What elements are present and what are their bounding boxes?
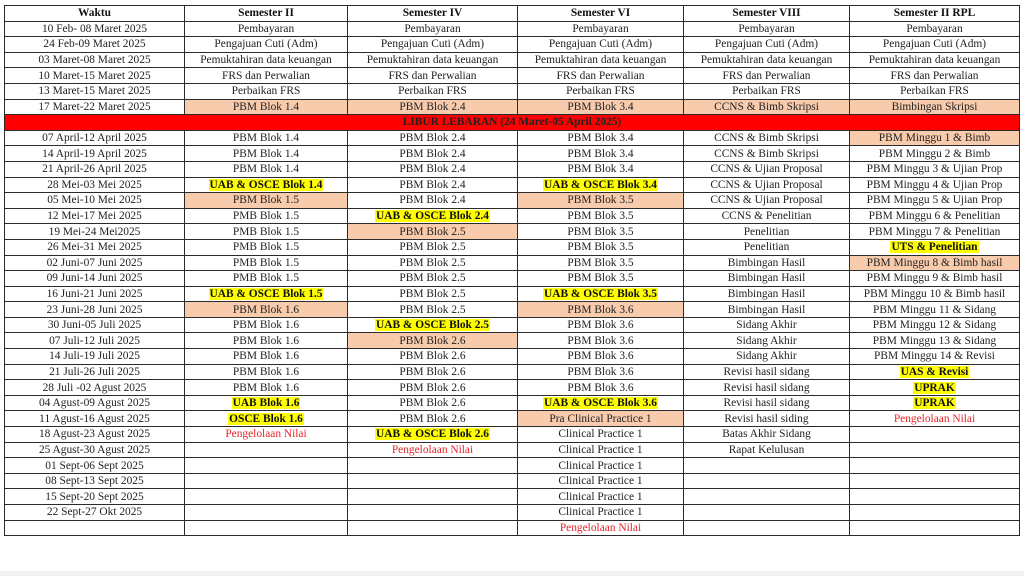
- highlighted-text: UAB & OSCE Blok 3.5: [544, 287, 657, 300]
- cell-semester-viii: CCNS & Bimb Skripsi: [684, 99, 850, 115]
- table-row: [5, 52, 1020, 68]
- cell-semester-vi: Perbaikan FRS: [518, 83, 684, 99]
- cell-semester-viii: Bimbingan Hasil: [684, 302, 850, 318]
- cell-semester-iv: [348, 317, 518, 333]
- cell-semester-ii-rpl: PBM Minggu 1 & Bimb: [850, 130, 1020, 146]
- table-row: [5, 395, 1020, 411]
- cell-semester-iv: FRS dan Perwalian: [348, 68, 518, 84]
- table-row: [5, 68, 1020, 84]
- cell-semester-ii: PBM Blok 1.6: [185, 380, 348, 396]
- cell-semester-vi: PBM Blok 3.5: [518, 193, 684, 209]
- cell-semester-vi: PBM Blok 3.6: [518, 302, 684, 318]
- cell-semester-iv: PBM Blok 2.6: [348, 380, 518, 396]
- header-semester-vi: Semester VI: [518, 6, 684, 22]
- cell-semester-vi: [518, 177, 684, 193]
- cell-semester-vi: [518, 286, 684, 302]
- cell-waktu: 17 Maret-22 Maret 2025: [5, 99, 185, 115]
- cell-semester-ii-rpl: [850, 411, 1020, 427]
- table-row: [5, 333, 1020, 349]
- cell-semester-iv: PBM Blok 2.6: [348, 349, 518, 365]
- cell-semester-ii-rpl: PBM Minggu 2 & Bimb: [850, 146, 1020, 162]
- cell-semester-ii-rpl: [850, 427, 1020, 443]
- cell-semester-vi: PBM Blok 3.4: [518, 146, 684, 162]
- table-row: [5, 302, 1020, 318]
- table-row: [5, 37, 1020, 53]
- cell-semester-viii: Sidang Akhir: [684, 333, 850, 349]
- table-row: [5, 442, 1020, 458]
- cell-semester-ii: PBM Blok 1.4: [185, 130, 348, 146]
- cell-semester-iv: Perbaikan FRS: [348, 83, 518, 99]
- table-row: [5, 83, 1020, 99]
- highlighted-text: OSCE Blok 1.6: [229, 412, 303, 425]
- cell-semester-viii: Pembayaran: [684, 21, 850, 37]
- cell-waktu: 11 Agust-16 Agust 2025: [5, 411, 185, 427]
- cell-waktu: 25 Agust-30 Agust 2025: [5, 442, 185, 458]
- cell-semester-iv: PBM Blok 2.6: [348, 395, 518, 411]
- cell-waktu: 13 Maret-15 Maret 2025: [5, 83, 185, 99]
- cell-semester-ii-rpl: PBM Minggu 10 & Bimb hasil: [850, 286, 1020, 302]
- cell-semester-ii: Perbaikan FRS: [185, 83, 348, 99]
- cell-semester-viii: [684, 520, 850, 536]
- cell-semester-ii-rpl: PBM Minggu 5 & Ujian Prop: [850, 193, 1020, 209]
- highlighted-text: UAB & OSCE Blok 2.5: [376, 319, 489, 332]
- cell-semester-ii: Pembayaran: [185, 21, 348, 37]
- cell-semester-ii: [185, 442, 348, 458]
- cell-semester-iv: PBM Blok 2.6: [348, 411, 518, 427]
- cell-semester-iv: [348, 520, 518, 536]
- highlighted-text: UAB & OSCE Blok 2.6: [376, 428, 489, 441]
- cell-waktu: [5, 520, 185, 536]
- cell-semester-vi: Pembayaran: [518, 21, 684, 37]
- cell-semester-vi: Clinical Practice 1: [518, 427, 684, 443]
- cell-semester-viii: CCNS & Penelitian: [684, 208, 850, 224]
- table-row: [5, 271, 1020, 287]
- table-row: [5, 489, 1020, 505]
- cell-semester-vi: PBM Blok 3.5: [518, 208, 684, 224]
- cell-semester-vi: [518, 395, 684, 411]
- cell-semester-ii: [185, 458, 348, 474]
- cell-waktu: 04 Agust-09 Agust 2025: [5, 395, 185, 411]
- cell-semester-ii-rpl: PBM Minggu 11 & Sidang: [850, 302, 1020, 318]
- cell-semester-ii: FRS dan Perwalian: [185, 68, 348, 84]
- holiday-banner: LIBUR LEBARAN (24 Maret-05 April 2025): [5, 115, 1020, 131]
- cell-semester-ii: [185, 286, 348, 302]
- highlighted-text: UAS & Revisi: [900, 365, 969, 378]
- cell-semester-ii-rpl: [850, 364, 1020, 380]
- table-row: [5, 349, 1020, 365]
- cell-semester-iv: PBM Blok 2.6: [348, 364, 518, 380]
- highlighted-text: UAB Blok 1.6: [232, 397, 300, 410]
- cell-semester-vi: Clinical Practice 1: [518, 473, 684, 489]
- table-row: [5, 21, 1020, 37]
- highlighted-text: UAB & OSCE Blok 1.5: [209, 287, 323, 300]
- cell-semester-iv: PBM Blok 2.5: [348, 286, 518, 302]
- cell-semester-ii-rpl: FRS dan Perwalian: [850, 68, 1020, 84]
- table-row: [5, 146, 1020, 162]
- highlighted-text: UAB & OSCE Blok 1.4: [209, 178, 323, 191]
- table-row: [5, 505, 1020, 521]
- cell-waktu: 24 Feb-09 Maret 2025: [5, 37, 185, 53]
- cell-semester-ii-rpl: Pemuktahiran data keuangan: [850, 52, 1020, 68]
- cell-semester-viii: Sidang Akhir: [684, 317, 850, 333]
- header-row: [5, 6, 1020, 22]
- table-row: [5, 458, 1020, 474]
- cell-waktu: 23 Juni-28 Juni 2025: [5, 302, 185, 318]
- cell-semester-viii: Perbaikan FRS: [684, 83, 850, 99]
- cell-semester-ii-rpl: [850, 380, 1020, 396]
- cell-waktu: 18 Agust-23 Agust 2025: [5, 427, 185, 443]
- cell-semester-vi: PBM Blok 3.4: [518, 130, 684, 146]
- cell-semester-viii: Revisi hasil sidang: [684, 380, 850, 396]
- cell-semester-viii: Revisi hasil siding: [684, 411, 850, 427]
- cell-semester-iv: Pemuktahiran data keuangan: [348, 52, 518, 68]
- cell-semester-vi: PBM Blok 3.4: [518, 161, 684, 177]
- cell-semester-viii: [684, 505, 850, 521]
- cell-waktu: 08 Sept-13 Sept 2025: [5, 473, 185, 489]
- header-semester-viii: Semester VIII: [684, 6, 850, 22]
- highlighted-text: UPRAK: [914, 397, 955, 410]
- cell-semester-ii-rpl: [850, 489, 1020, 505]
- cell-semester-ii: [185, 177, 348, 193]
- highlighted-text: UAB & OSCE Blok 3.4: [544, 178, 657, 191]
- cell-semester-ii: PBM Blok 1.5: [185, 193, 348, 209]
- cell-semester-ii-rpl: PBM Minggu 12 & Sidang: [850, 317, 1020, 333]
- cell-waktu: 10 Maret-15 Maret 2025: [5, 68, 185, 84]
- cell-waktu: 14 Juli-19 Juli 2025: [5, 349, 185, 365]
- cell-semester-viii: [684, 473, 850, 489]
- cell-waktu: 28 Juli -02 Agust 2025: [5, 380, 185, 396]
- table-row: [5, 473, 1020, 489]
- cell-semester-ii-rpl: [850, 442, 1020, 458]
- cell-semester-ii: Pengajuan Cuti (Adm): [185, 37, 348, 53]
- cell-waktu: 30 Juni-05 Juli 2025: [5, 317, 185, 333]
- cell-semester-ii: PMB Blok 1.5: [185, 239, 348, 255]
- cell-semester-ii-rpl: [850, 505, 1020, 521]
- cell-waktu: 21 April-26 April 2025: [5, 161, 185, 177]
- table-row: [5, 177, 1020, 193]
- header-semester-ii: Semester II: [185, 6, 348, 22]
- cell-semester-iv: PBM Blok 2.4: [348, 193, 518, 209]
- cell-semester-ii-rpl: [850, 239, 1020, 255]
- red-text: Pengelolaan Nilai: [893, 412, 976, 425]
- cell-semester-iv: [348, 489, 518, 505]
- cell-semester-ii: PMB Blok 1.5: [185, 255, 348, 271]
- cell-semester-viii: Batas Akhir Sidang: [684, 427, 850, 443]
- cell-waktu: 28 Mei-03 Mei 2025: [5, 177, 185, 193]
- cell-semester-viii: CCNS & Ujian Proposal: [684, 193, 850, 209]
- cell-semester-viii: Rapat Kelulusan: [684, 442, 850, 458]
- cell-semester-vi: PBM Blok 3.6: [518, 317, 684, 333]
- table-row: [5, 99, 1020, 115]
- table-row: [5, 364, 1020, 380]
- cell-waktu: 22 Sept-27 Okt 2025: [5, 505, 185, 521]
- highlighted-text: UTS & Penelitian: [891, 241, 978, 254]
- cell-waktu: 05 Mei-10 Mei 2025: [5, 193, 185, 209]
- table-row: [5, 427, 1020, 443]
- cell-semester-ii: PBM Blok 1.4: [185, 99, 348, 115]
- cell-semester-ii: [185, 520, 348, 536]
- table-row: [5, 193, 1020, 209]
- table-row: [5, 520, 1020, 536]
- cell-semester-ii: PBM Blok 1.6: [185, 333, 348, 349]
- cell-semester-ii: [185, 427, 348, 443]
- cell-waktu: 21 Juli-26 Juli 2025: [5, 364, 185, 380]
- cell-semester-ii: PMB Blok 1.5: [185, 208, 348, 224]
- holiday-banner-row: [5, 115, 1020, 131]
- cell-semester-vi: Clinical Practice 1: [518, 442, 684, 458]
- red-text: Pengelolaan Nilai: [225, 428, 307, 441]
- table-row: [5, 239, 1020, 255]
- cell-semester-ii: PBM Blok 1.6: [185, 349, 348, 365]
- cell-waktu: 10 Feb- 08 Maret 2025: [5, 21, 185, 37]
- cell-semester-iv: [348, 208, 518, 224]
- cell-semester-viii: CCNS & Ujian Proposal: [684, 177, 850, 193]
- cell-semester-iv: PBM Blok 2.5: [348, 255, 518, 271]
- cell-waktu: 09 Juni-14 Juni 2025: [5, 271, 185, 287]
- cell-semester-ii-rpl: PBM Minggu 14 & Revisi: [850, 349, 1020, 365]
- cell-semester-viii: Bimbingan Hasil: [684, 286, 850, 302]
- table-row: [5, 317, 1020, 333]
- cell-semester-ii-rpl: PBM Minggu 3 & Ujian Prop: [850, 161, 1020, 177]
- cell-semester-iv: PBM Blok 2.4: [348, 130, 518, 146]
- cell-semester-vi: PBM Blok 3.6: [518, 380, 684, 396]
- cell-semester-viii: FRS dan Perwalian: [684, 68, 850, 84]
- cell-waktu: 14 April-19 April 2025: [5, 146, 185, 162]
- cell-waktu: 26 Mei-31 Mei 2025: [5, 239, 185, 255]
- cell-semester-iv: PBM Blok 2.6: [348, 333, 518, 349]
- cell-semester-ii-rpl: PBM Minggu 7 & Penelitian: [850, 224, 1020, 240]
- cell-waktu: 16 Juni-21 Juni 2025: [5, 286, 185, 302]
- rows-after-holiday: [5, 130, 1020, 535]
- table-row: [5, 286, 1020, 302]
- cell-semester-viii: [684, 489, 850, 505]
- cell-semester-ii-rpl: PBM Minggu 9 & Bimb hasil: [850, 271, 1020, 287]
- highlighted-text: UAB & OSCE Blok 2.4: [376, 210, 489, 223]
- cell-semester-iv: PBM Blok 2.5: [348, 224, 518, 240]
- table-row: [5, 224, 1020, 240]
- highlighted-text: UPRAK: [914, 381, 955, 394]
- cell-waktu: 02 Juni-07 Juni 2025: [5, 255, 185, 271]
- cell-semester-ii: [185, 395, 348, 411]
- cell-semester-vi: PBM Blok 3.5: [518, 239, 684, 255]
- cell-semester-vi: PBM Blok 3.5: [518, 224, 684, 240]
- academic-calendar-table: [4, 5, 1020, 536]
- highlighted-text: UAB & OSCE Blok 3.6: [544, 397, 657, 410]
- table-row: [5, 161, 1020, 177]
- cell-semester-ii-rpl: Pembayaran: [850, 21, 1020, 37]
- cell-semester-ii: PBM Blok 1.4: [185, 146, 348, 162]
- cell-waktu: 07 Juli-12 Juli 2025: [5, 333, 185, 349]
- cell-semester-iv: PBM Blok 2.4: [348, 177, 518, 193]
- rows-before-holiday: [5, 21, 1020, 115]
- cell-semester-vi: PBM Blok 3.6: [518, 349, 684, 365]
- cell-waktu: 01 Sept-06 Sept 2025: [5, 458, 185, 474]
- cell-semester-viii: Pemuktahiran data keuangan: [684, 52, 850, 68]
- cell-semester-viii: CCNS & Bimb Skripsi: [684, 130, 850, 146]
- cell-semester-viii: Sidang Akhir: [684, 349, 850, 365]
- cell-semester-ii: [185, 411, 348, 427]
- cell-semester-ii: PBM Blok 1.4: [185, 161, 348, 177]
- cell-semester-vi: Pengajuan Cuti (Adm): [518, 37, 684, 53]
- cell-semester-viii: Pengajuan Cuti (Adm): [684, 37, 850, 53]
- cell-semester-iv: [348, 442, 518, 458]
- cell-semester-vi: PBM Blok 3.4: [518, 99, 684, 115]
- cell-semester-ii: [185, 473, 348, 489]
- cell-semester-vi: Pemuktahiran data keuangan: [518, 52, 684, 68]
- holiday-banner-section: [5, 115, 1020, 131]
- cell-semester-ii-rpl: Perbaikan FRS: [850, 83, 1020, 99]
- cell-semester-vi: Clinical Practice 1: [518, 458, 684, 474]
- cell-semester-ii-rpl: [850, 473, 1020, 489]
- cell-semester-ii-rpl: [850, 395, 1020, 411]
- cell-semester-ii: PMB Blok 1.5: [185, 271, 348, 287]
- cell-semester-ii: [185, 505, 348, 521]
- cell-semester-ii-rpl: [850, 458, 1020, 474]
- cell-semester-vi: Pra Clinical Practice 1: [518, 411, 684, 427]
- red-text: Pengelolaan Nilai: [391, 443, 474, 456]
- cell-semester-vi: PBM Blok 3.6: [518, 333, 684, 349]
- header-semester-iv: Semester IV: [348, 6, 518, 22]
- cell-semester-ii: PBM Blok 1.6: [185, 302, 348, 318]
- cell-semester-viii: Penelitian: [684, 239, 850, 255]
- cell-semester-iv: PBM Blok 2.4: [348, 99, 518, 115]
- cell-semester-iv: PBM Blok 2.5: [348, 302, 518, 318]
- table-row: [5, 411, 1020, 427]
- cell-semester-viii: [684, 458, 850, 474]
- table-row: [5, 130, 1020, 146]
- cell-semester-viii: Revisi hasil sidang: [684, 364, 850, 380]
- cell-semester-ii-rpl: PBM Minggu 4 & Ujian Prop: [850, 177, 1020, 193]
- table-row: [5, 208, 1020, 224]
- cell-semester-ii: PMB Blok 1.5: [185, 224, 348, 240]
- cell-semester-iv: Pembayaran: [348, 21, 518, 37]
- cell-semester-viii: CCNS & Bimb Skripsi: [684, 146, 850, 162]
- cell-semester-vi: PBM Blok 3.5: [518, 255, 684, 271]
- cell-semester-viii: Revisi hasil sidang: [684, 395, 850, 411]
- header-semester-ii-rpl: Semester II RPL: [850, 6, 1020, 22]
- cell-semester-viii: Bimbingan Hasil: [684, 271, 850, 287]
- red-text: Pengelolaan Nilai: [559, 521, 642, 534]
- cell-semester-vi: PBM Blok 3.5: [518, 271, 684, 287]
- cell-semester-ii-rpl: [850, 520, 1020, 536]
- cell-semester-iv: PBM Blok 2.5: [348, 271, 518, 287]
- cell-semester-vi: PBM Blok 3.6: [518, 364, 684, 380]
- cell-semester-iv: PBM Blok 2.4: [348, 161, 518, 177]
- cell-semester-ii: Pemuktahiran data keuangan: [185, 52, 348, 68]
- cell-semester-ii-rpl: Bimbingan Skripsi: [850, 99, 1020, 115]
- cell-semester-viii: Penelitian: [684, 224, 850, 240]
- cell-semester-iv: [348, 505, 518, 521]
- cell-semester-ii: PBM Blok 1.6: [185, 364, 348, 380]
- cell-semester-iv: [348, 473, 518, 489]
- cell-semester-viii: Bimbingan Hasil: [684, 255, 850, 271]
- cell-semester-ii: [185, 489, 348, 505]
- header-waktu: Waktu: [5, 6, 185, 22]
- cell-waktu: 03 Maret-08 Maret 2025: [5, 52, 185, 68]
- cell-waktu: 07 April-12 April 2025: [5, 130, 185, 146]
- cell-semester-iv: [348, 427, 518, 443]
- cell-waktu: 19 Mei-24 Mei2025: [5, 224, 185, 240]
- cell-semester-iv: Pengajuan Cuti (Adm): [348, 37, 518, 53]
- cell-semester-vi: Clinical Practice 1: [518, 505, 684, 521]
- cell-semester-iv: PBM Blok 2.4: [348, 146, 518, 162]
- cell-semester-vi: FRS dan Perwalian: [518, 68, 684, 84]
- cell-semester-vi: [518, 520, 684, 536]
- cell-waktu: 12 Mei-17 Mei 2025: [5, 208, 185, 224]
- cell-semester-ii: PBM Blok 1.6: [185, 317, 348, 333]
- cell-semester-iv: [348, 458, 518, 474]
- table-row: [5, 380, 1020, 396]
- cell-waktu: 15 Sept-20 Sept 2025: [5, 489, 185, 505]
- cell-semester-ii-rpl: Pengajuan Cuti (Adm): [850, 37, 1020, 53]
- cell-semester-ii-rpl: PBM Minggu 13 & Sidang: [850, 333, 1020, 349]
- cell-semester-ii-rpl: PBM Minggu 6 & Penelitian: [850, 208, 1020, 224]
- cell-semester-ii-rpl: PBM Minggu 8 & Bimb hasil: [850, 255, 1020, 271]
- table-row: [5, 255, 1020, 271]
- cell-semester-viii: CCNS & Ujian Proposal: [684, 161, 850, 177]
- cell-semester-vi: Clinical Practice 1: [518, 489, 684, 505]
- cell-semester-iv: PBM Blok 2.5: [348, 239, 518, 255]
